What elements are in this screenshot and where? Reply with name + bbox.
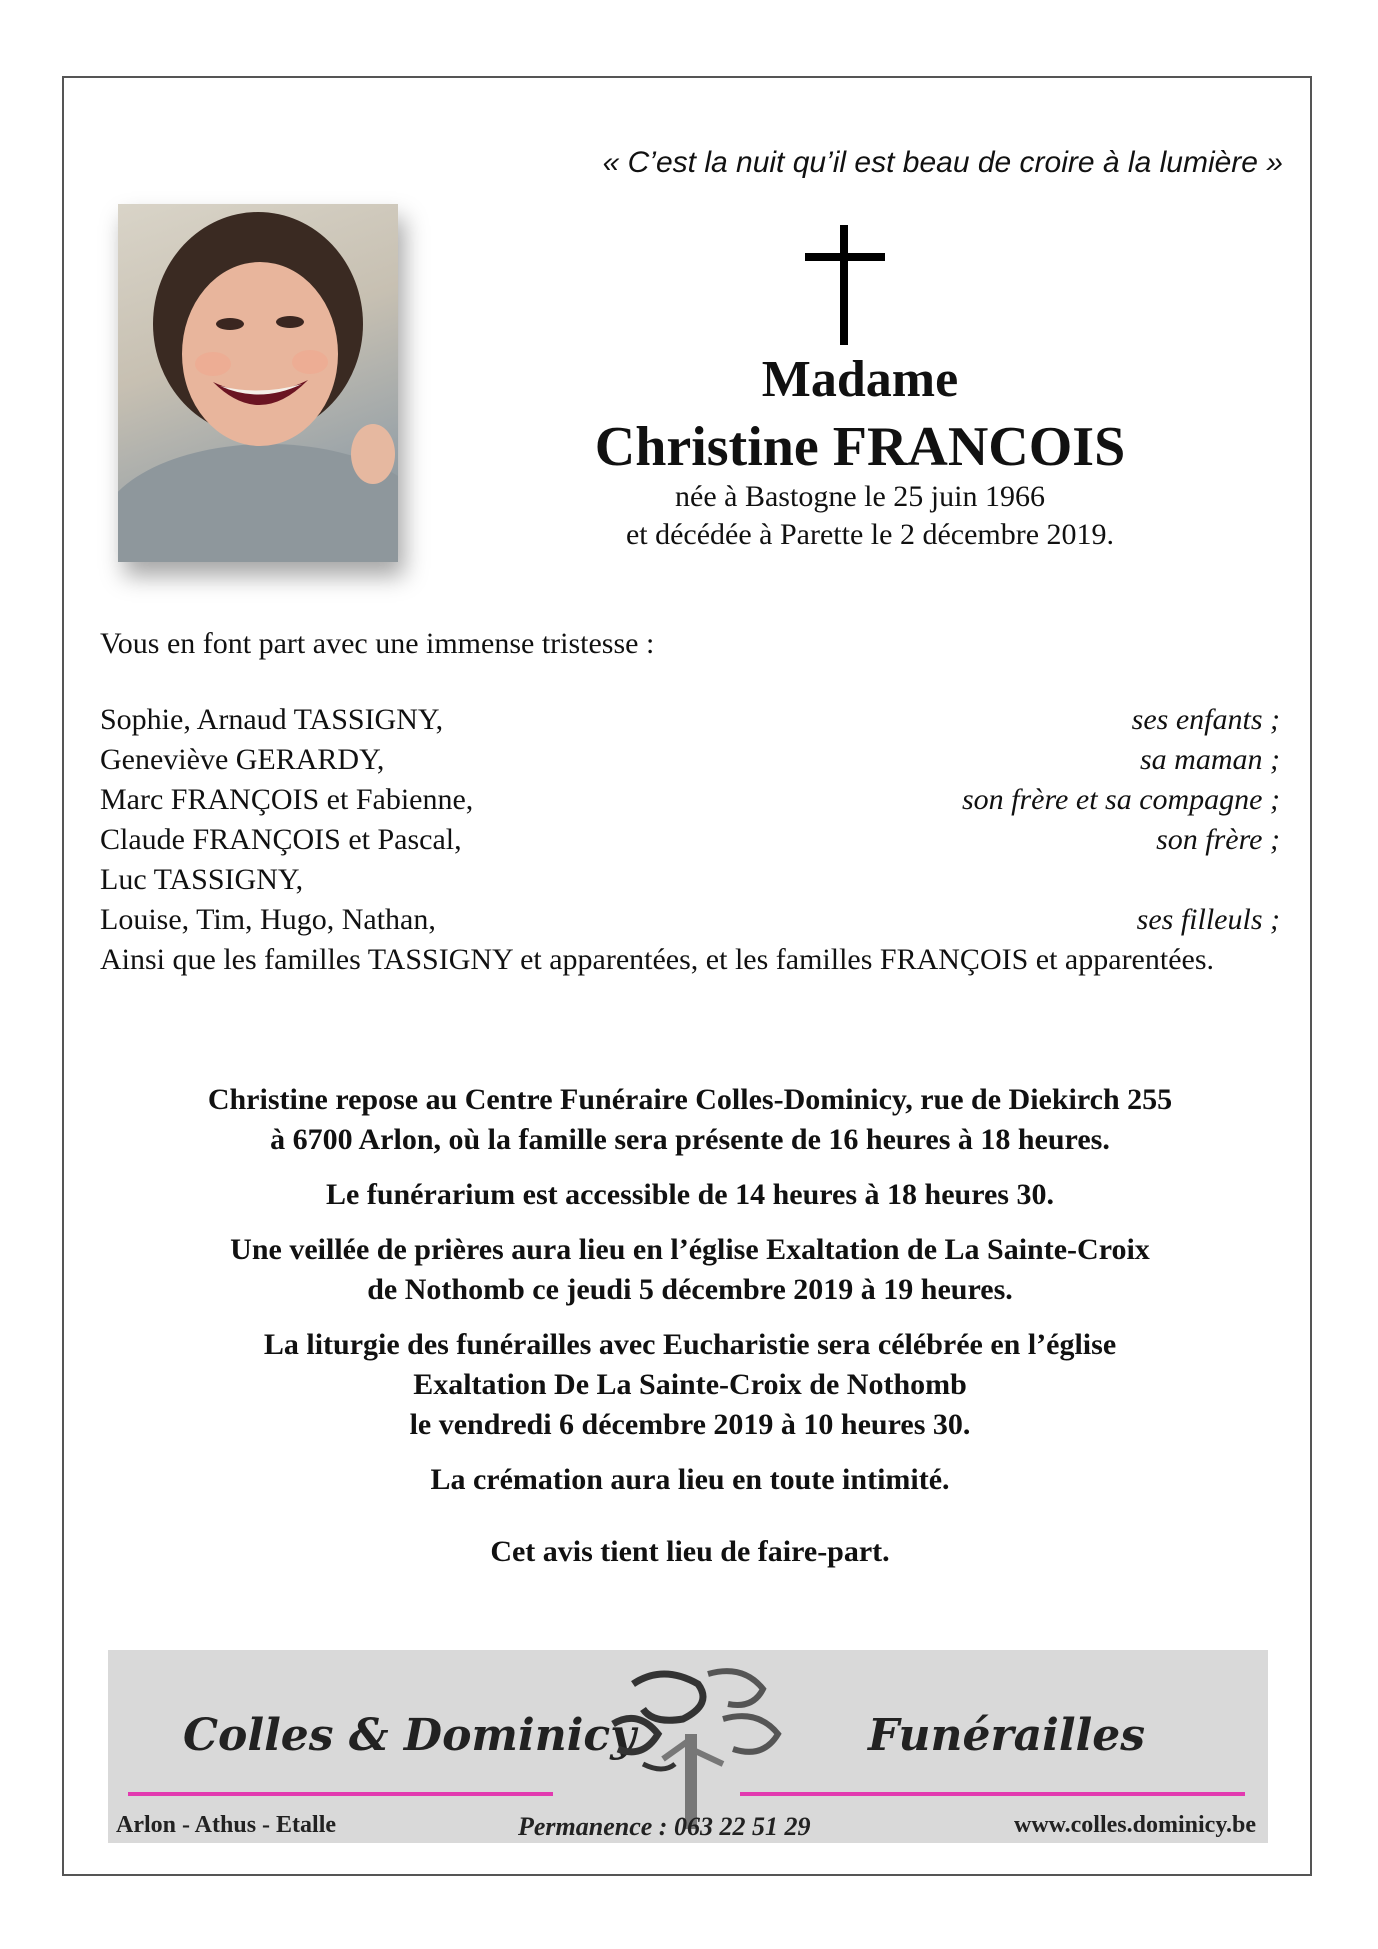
family-relation: ses filleuls ; [1136,903,1280,936]
death-line: et décédée à Parette le 2 décembre 2019. [625,518,1115,551]
epigraph-quote: « C’est la nuit qu’il est beau de croire à la lumière » [602,146,1283,179]
family-list [100,700,1280,980]
family-name: Luc TASSIGNY, [100,863,304,896]
portrait-illustration [118,204,398,562]
family-row [100,900,1280,940]
funerarium-hours: Le funérarium est accessible de 14 heures à 18 heures 30. [326,1178,1054,1211]
vigil-line-2: de Nothomb ce jeudi 5 décembre 2019 à 19 heures. [367,1273,1013,1306]
family-row [100,780,1280,820]
family-relation: ses enfants ; [1131,703,1280,736]
extended-families: Ainsi que les familles TASSIGNY et apparentées, et les familles FRANÇOIS et apparentées. [100,943,1215,976]
brand-name: Colles & Dominicy [183,1710,636,1761]
family-name: Claude FRANÇOIS et Pascal, [100,823,462,856]
family-row [100,700,1280,740]
family-relation: son frère ; [1156,823,1280,856]
liturgy-line-2: Exaltation De La Sainte-Croix de Nothomb [413,1368,967,1401]
family-row [100,860,1280,900]
ceremony-info [90,1080,1290,1587]
vigil-line-1: Une veillée de prières aura lieu en l’église Exaltation de La Sainte-Croix [230,1233,1150,1266]
deceased-title: Madame [761,351,959,408]
locations-text: Arlon - Athus - Etalle [116,1812,337,1838]
cross-icon [795,225,895,345]
liturgy-paragraph [90,1325,1290,1445]
notice-note: Cet avis tient lieu de faire-part. [490,1535,890,1568]
family-name: Geneviève GERARDY, [100,743,385,776]
accent-line-right [740,1792,1245,1796]
family-relation: son frère et sa compagne ; [962,783,1280,816]
family-name: Louise, Tim, Hugo, Nathan, [100,903,436,936]
portrait-frame [118,204,398,562]
announcement-intro: Vous en font part avec une immense tristesse : [100,627,655,660]
permanence-phone: Permanence : 063 22 51 29 [518,1812,811,1841]
family-name: Marc FRANÇOIS et Fabienne, [100,783,474,816]
portrait-photo [118,204,398,562]
birth-line: née à Bastogne le 25 juin 1966 [675,480,1045,513]
family-name: Sophie, Arnaud TASSIGNY, [100,703,444,736]
family-row [100,740,1280,780]
family-row [100,820,1280,860]
vigil-paragraph [90,1230,1290,1310]
website-link[interactable]: www.colles.dominicy.be [1013,1812,1256,1838]
liturgy-line-3: le vendredi 6 décembre 2019 à 10 heures 30. [409,1408,971,1441]
cremation-note: La crémation aura lieu en toute intimité. [430,1463,950,1496]
family-relation: sa maman ; [1140,743,1280,776]
repose-paragraph [90,1080,1290,1160]
accent-line-left [128,1792,553,1796]
tree-logo-icon [603,1664,788,1834]
repose-line-2: à 6700 Arlon, où la famille sera présente de 16 heures à 18 heures. [270,1123,1110,1156]
brand-tagline: Funérailles [868,1710,1146,1761]
funeral-home-banner [108,1650,1268,1843]
repose-line-1: Christine repose au Centre Funéraire Colles-Dominicy, rue de Diekirch 255 [207,1083,1173,1116]
deceased-name: Christine FRANCOIS [594,416,1126,478]
liturgy-line-1: La liturgie des funérailles avec Eucharistie sera célébrée en l’église [263,1328,1117,1361]
